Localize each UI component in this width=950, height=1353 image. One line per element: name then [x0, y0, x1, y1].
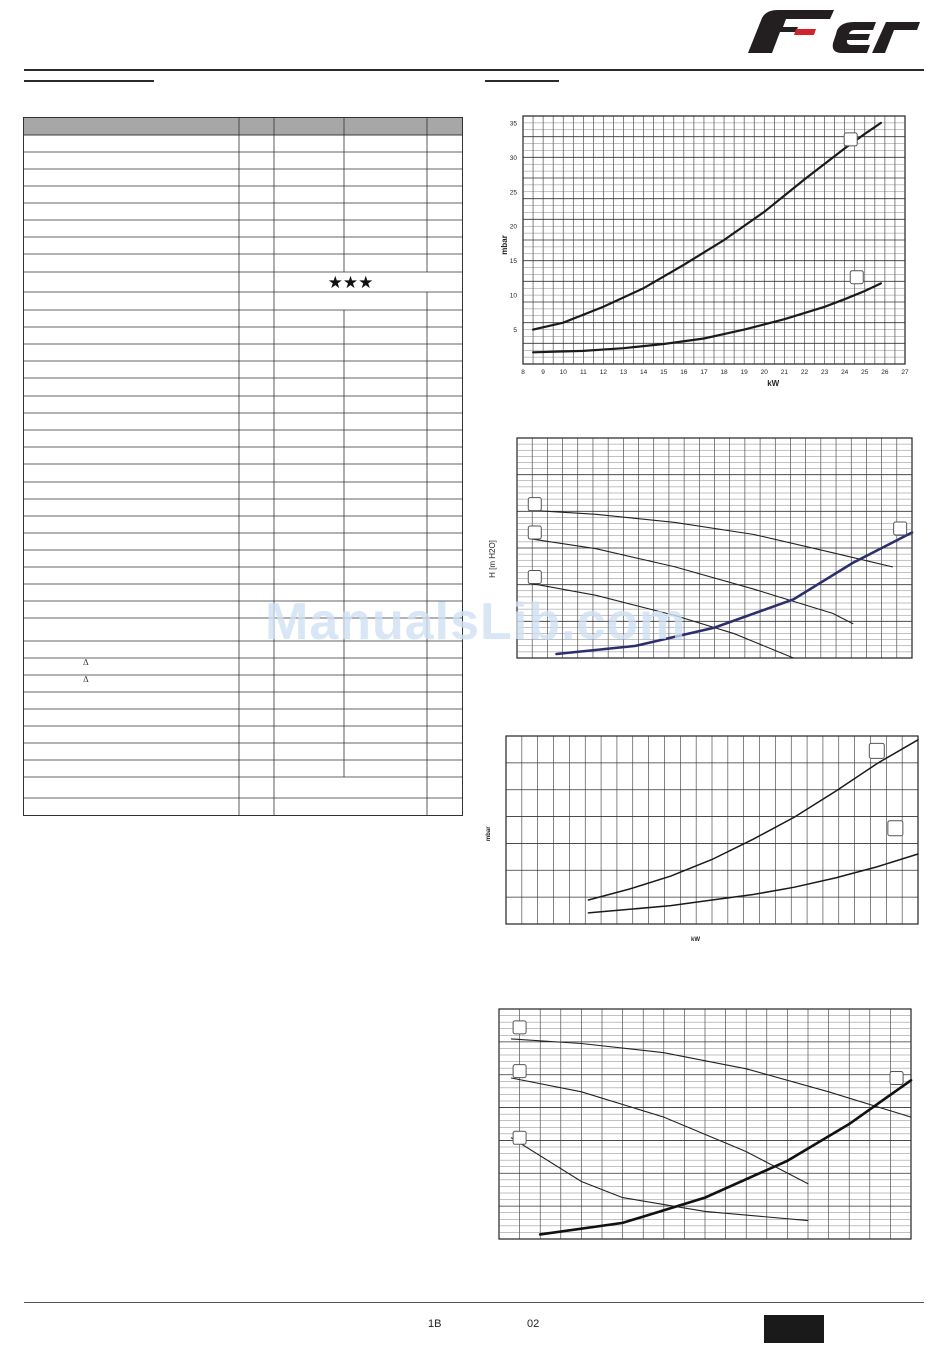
series-marker-2 [850, 271, 863, 284]
x-tick-label: 11 [579, 369, 587, 376]
series-marker-1 [844, 133, 857, 146]
x-tick-label: 13 [619, 369, 628, 376]
x-tick-label: 10 [559, 369, 567, 376]
table-header [23, 117, 463, 135]
y-tick-label: 30 [509, 154, 517, 162]
footer-black-tab [764, 1315, 824, 1343]
system-marker [890, 1072, 903, 1085]
speed-marker-1 [513, 1131, 526, 1144]
x-tick-label: 18 [720, 369, 728, 376]
star-rating: ★★★ [327, 273, 374, 293]
logo-letter-r [872, 22, 920, 53]
fer-logo [738, 8, 924, 60]
y-axis-label: mbar [500, 235, 509, 255]
footer-code: 1B [428, 1318, 442, 1330]
x-tick-label: 8 [521, 369, 525, 376]
x-axis-label: kW [767, 379, 780, 388]
speed-marker-2 [513, 1065, 526, 1078]
y-tick-label: 5 [513, 327, 517, 335]
speed-marker-1 [528, 571, 541, 584]
logo-text: Fer [738, 8, 740, 9]
x-axis-label: kW [691, 937, 701, 943]
x-tick-label: 26 [881, 369, 889, 376]
gas-pressure-chart-2 [480, 730, 922, 950]
footer-page-number: 02 [527, 1318, 540, 1330]
header-rule [24, 69, 924, 71]
y-axis-label: H [m H2O] [488, 540, 497, 578]
x-tick-label: 16 [680, 369, 688, 376]
technical-data-table [23, 117, 463, 816]
y-axis-label: mbar [486, 826, 492, 842]
delta-symbol: Δ [83, 675, 89, 684]
x-tick-label: 25 [861, 369, 869, 376]
x-tick-label: 23 [820, 369, 829, 376]
table-border [24, 118, 463, 816]
x-tick-label: 14 [640, 369, 648, 376]
x-tick-label: 20 [760, 369, 768, 376]
gas-pressure-chart [495, 110, 915, 395]
delta-symbol: Δ [83, 658, 89, 667]
y-tick-label: 20 [509, 223, 517, 231]
x-tick-label: 19 [740, 369, 748, 376]
y-tick-label: 10 [509, 292, 517, 300]
series-marker-2 [888, 821, 903, 836]
right-section-rule [485, 80, 559, 82]
pump-head-chart-2 [495, 1005, 917, 1245]
speed-marker-3 [513, 1021, 526, 1034]
x-tick-label: 27 [901, 369, 909, 376]
watermark: ManualsLib.com [265, 593, 687, 651]
speed-marker-2 [528, 526, 541, 539]
logo-letter-e [833, 22, 876, 53]
x-tick-label: 17 [700, 369, 708, 376]
x-tick-label: 24 [841, 369, 849, 376]
y-tick-label: 15 [509, 258, 517, 266]
x-tick-label: 9 [541, 369, 545, 376]
logo-accent-bar [794, 29, 816, 35]
x-tick-label: 12 [599, 369, 608, 376]
series-marker-1 [869, 743, 884, 758]
system-marker [894, 522, 907, 535]
x-tick-label: 22 [800, 369, 809, 376]
footer-rule [24, 1302, 924, 1303]
x-tick-label: 21 [780, 369, 788, 376]
speed-marker-3 [528, 498, 541, 511]
logo-letter-f [748, 10, 834, 53]
y-tick-label: 35 [509, 120, 517, 128]
x-tick-label: 15 [660, 369, 668, 376]
left-section-rule [24, 80, 154, 82]
y-tick-label: 25 [509, 189, 517, 197]
